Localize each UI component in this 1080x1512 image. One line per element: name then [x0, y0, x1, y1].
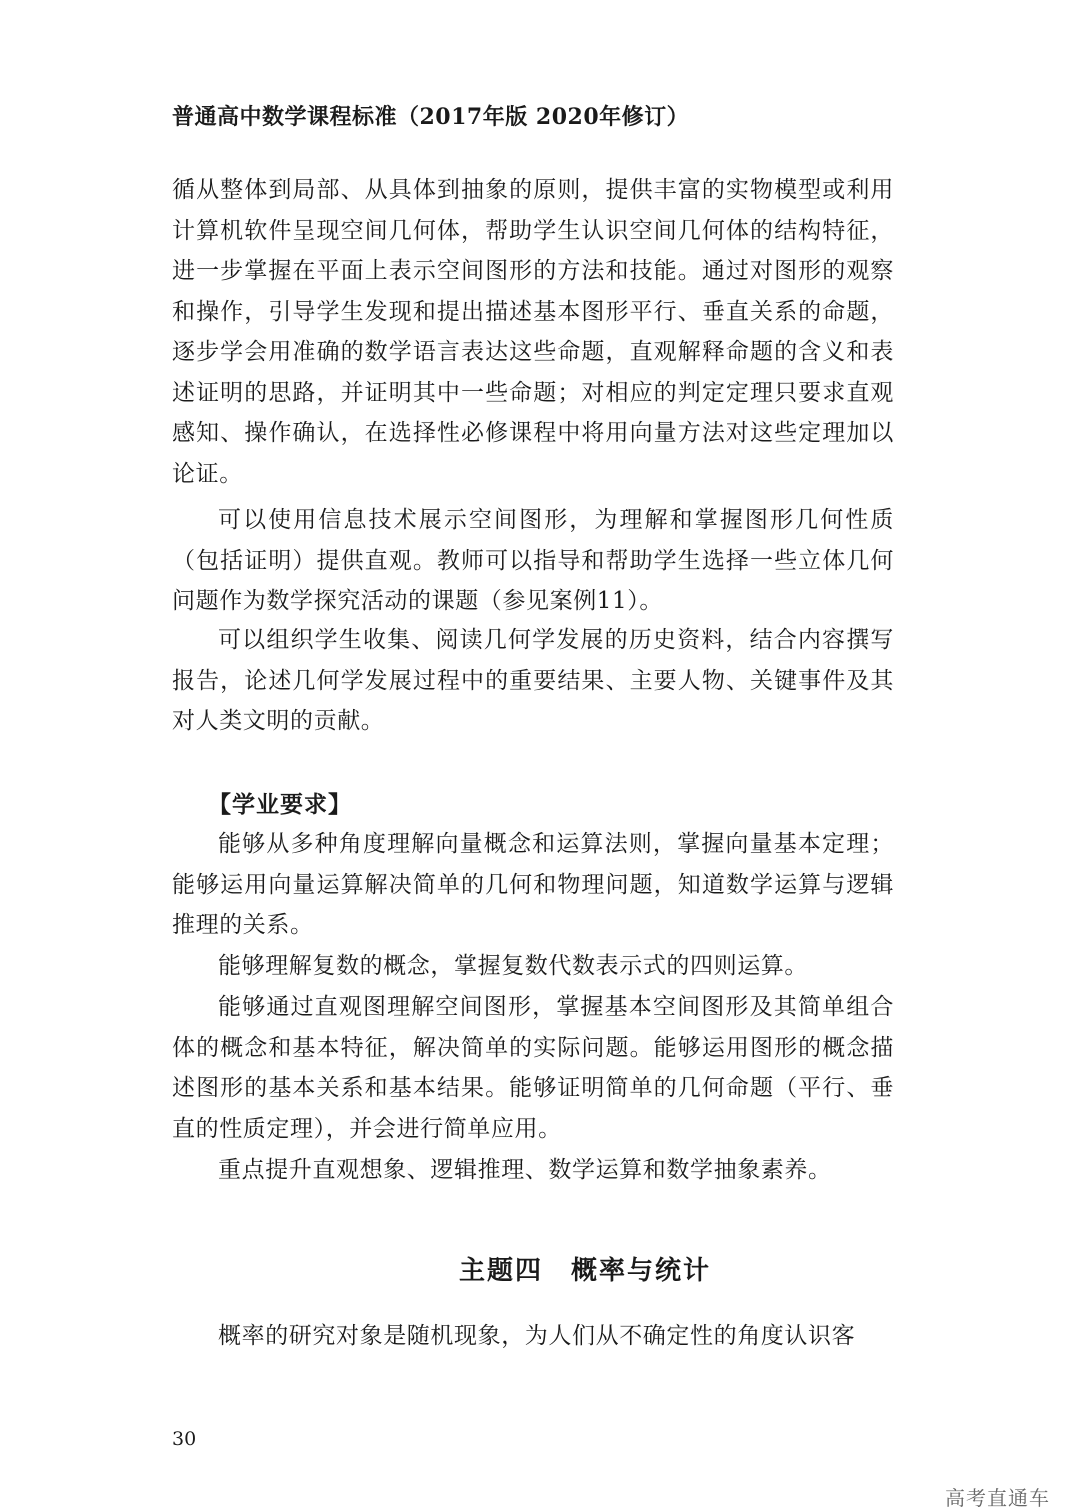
paragraph-text: 可以组织学生收集、阅读几何学发展的历史资料，结合内容撰写报告，论述几何学发展过程中的重要结果、主要人物、关键事件及其对人类文明的贡献。 [172, 627, 894, 734]
topic-intro-paragraph [172, 1316, 894, 1357]
paragraph-text: 能够理解复数的概念，掌握复数代数表示式的四则运算。 [218, 953, 808, 979]
requirement-complex-numbers [172, 946, 894, 987]
watermark-text: 高考直通车 [945, 1486, 1050, 1510]
paragraph-text: 概率的研究对象是随机现象，为人们从不确定性的角度认识客 [218, 1323, 856, 1349]
paragraph-text: 可以使用信息技术展示空间图形，为理解和掌握图形几何性质（包括证明）提供直观。教师可以指导和帮助学生选择一些立体几何问题作为数学探究活动的课题（参见案例11）。 [172, 507, 894, 614]
page-number: 30 [172, 1428, 197, 1450]
paragraph-text: 能够从多种角度理解向量概念和运算法则，掌握向量基本定理；能够运用向量运算解决简单的几何和物理问题，知道数学运算与逻辑推理的关系。 [172, 831, 894, 938]
paragraph-history-report [172, 620, 894, 742]
academic-requirements-label: 【学业要求】 [208, 792, 352, 818]
requirement-spatial-figures [172, 987, 894, 1149]
paragraph-text: 重点提升直观想象、逻辑推理、数学运算和数学抽象素养。 [218, 1157, 832, 1183]
requirement-competencies [172, 1150, 894, 1191]
paragraph-text: 循从整体到局部、从具体到抽象的原则，提供丰富的实物模型或利用计算机软件呈现空间几何体，帮助学生认识空间几何体的结构特征，进一步掌握在平面上表示空间图形的方法和技能。通过对图形的观察和操作，引导学生发现和提出描述基本图形平行、垂直关系的命题，逐步学会用准确的数学语言表达这些命题，直观解释命题的含义和表述证明的思路，并证明其中一些命题；对相应的判定定理只要求直观感知、操作确认，在选择性必修课程中将用向量方法对这些定理加以论证。 [172, 177, 894, 487]
requirement-vectors [172, 824, 894, 946]
paragraph-space-geometry-teaching [172, 170, 894, 494]
running-title: 普通高中数学课程标准（2017年版 2020年修订） [172, 104, 690, 130]
topic-heading: 主题四 概率与统计 [458, 1256, 711, 1286]
paragraph-information-technology [172, 500, 894, 622]
paragraph-text: 能够通过直观图理解空间图形，掌握基本空间图形及其简单组合体的概念和基本特征，解决简单的实际问题。能够运用图形的概念描述图形的基本关系和基本结果。能够证明简单的几何命题（平行、垂直的性质定理），并会进行简单应用。 [172, 994, 894, 1142]
